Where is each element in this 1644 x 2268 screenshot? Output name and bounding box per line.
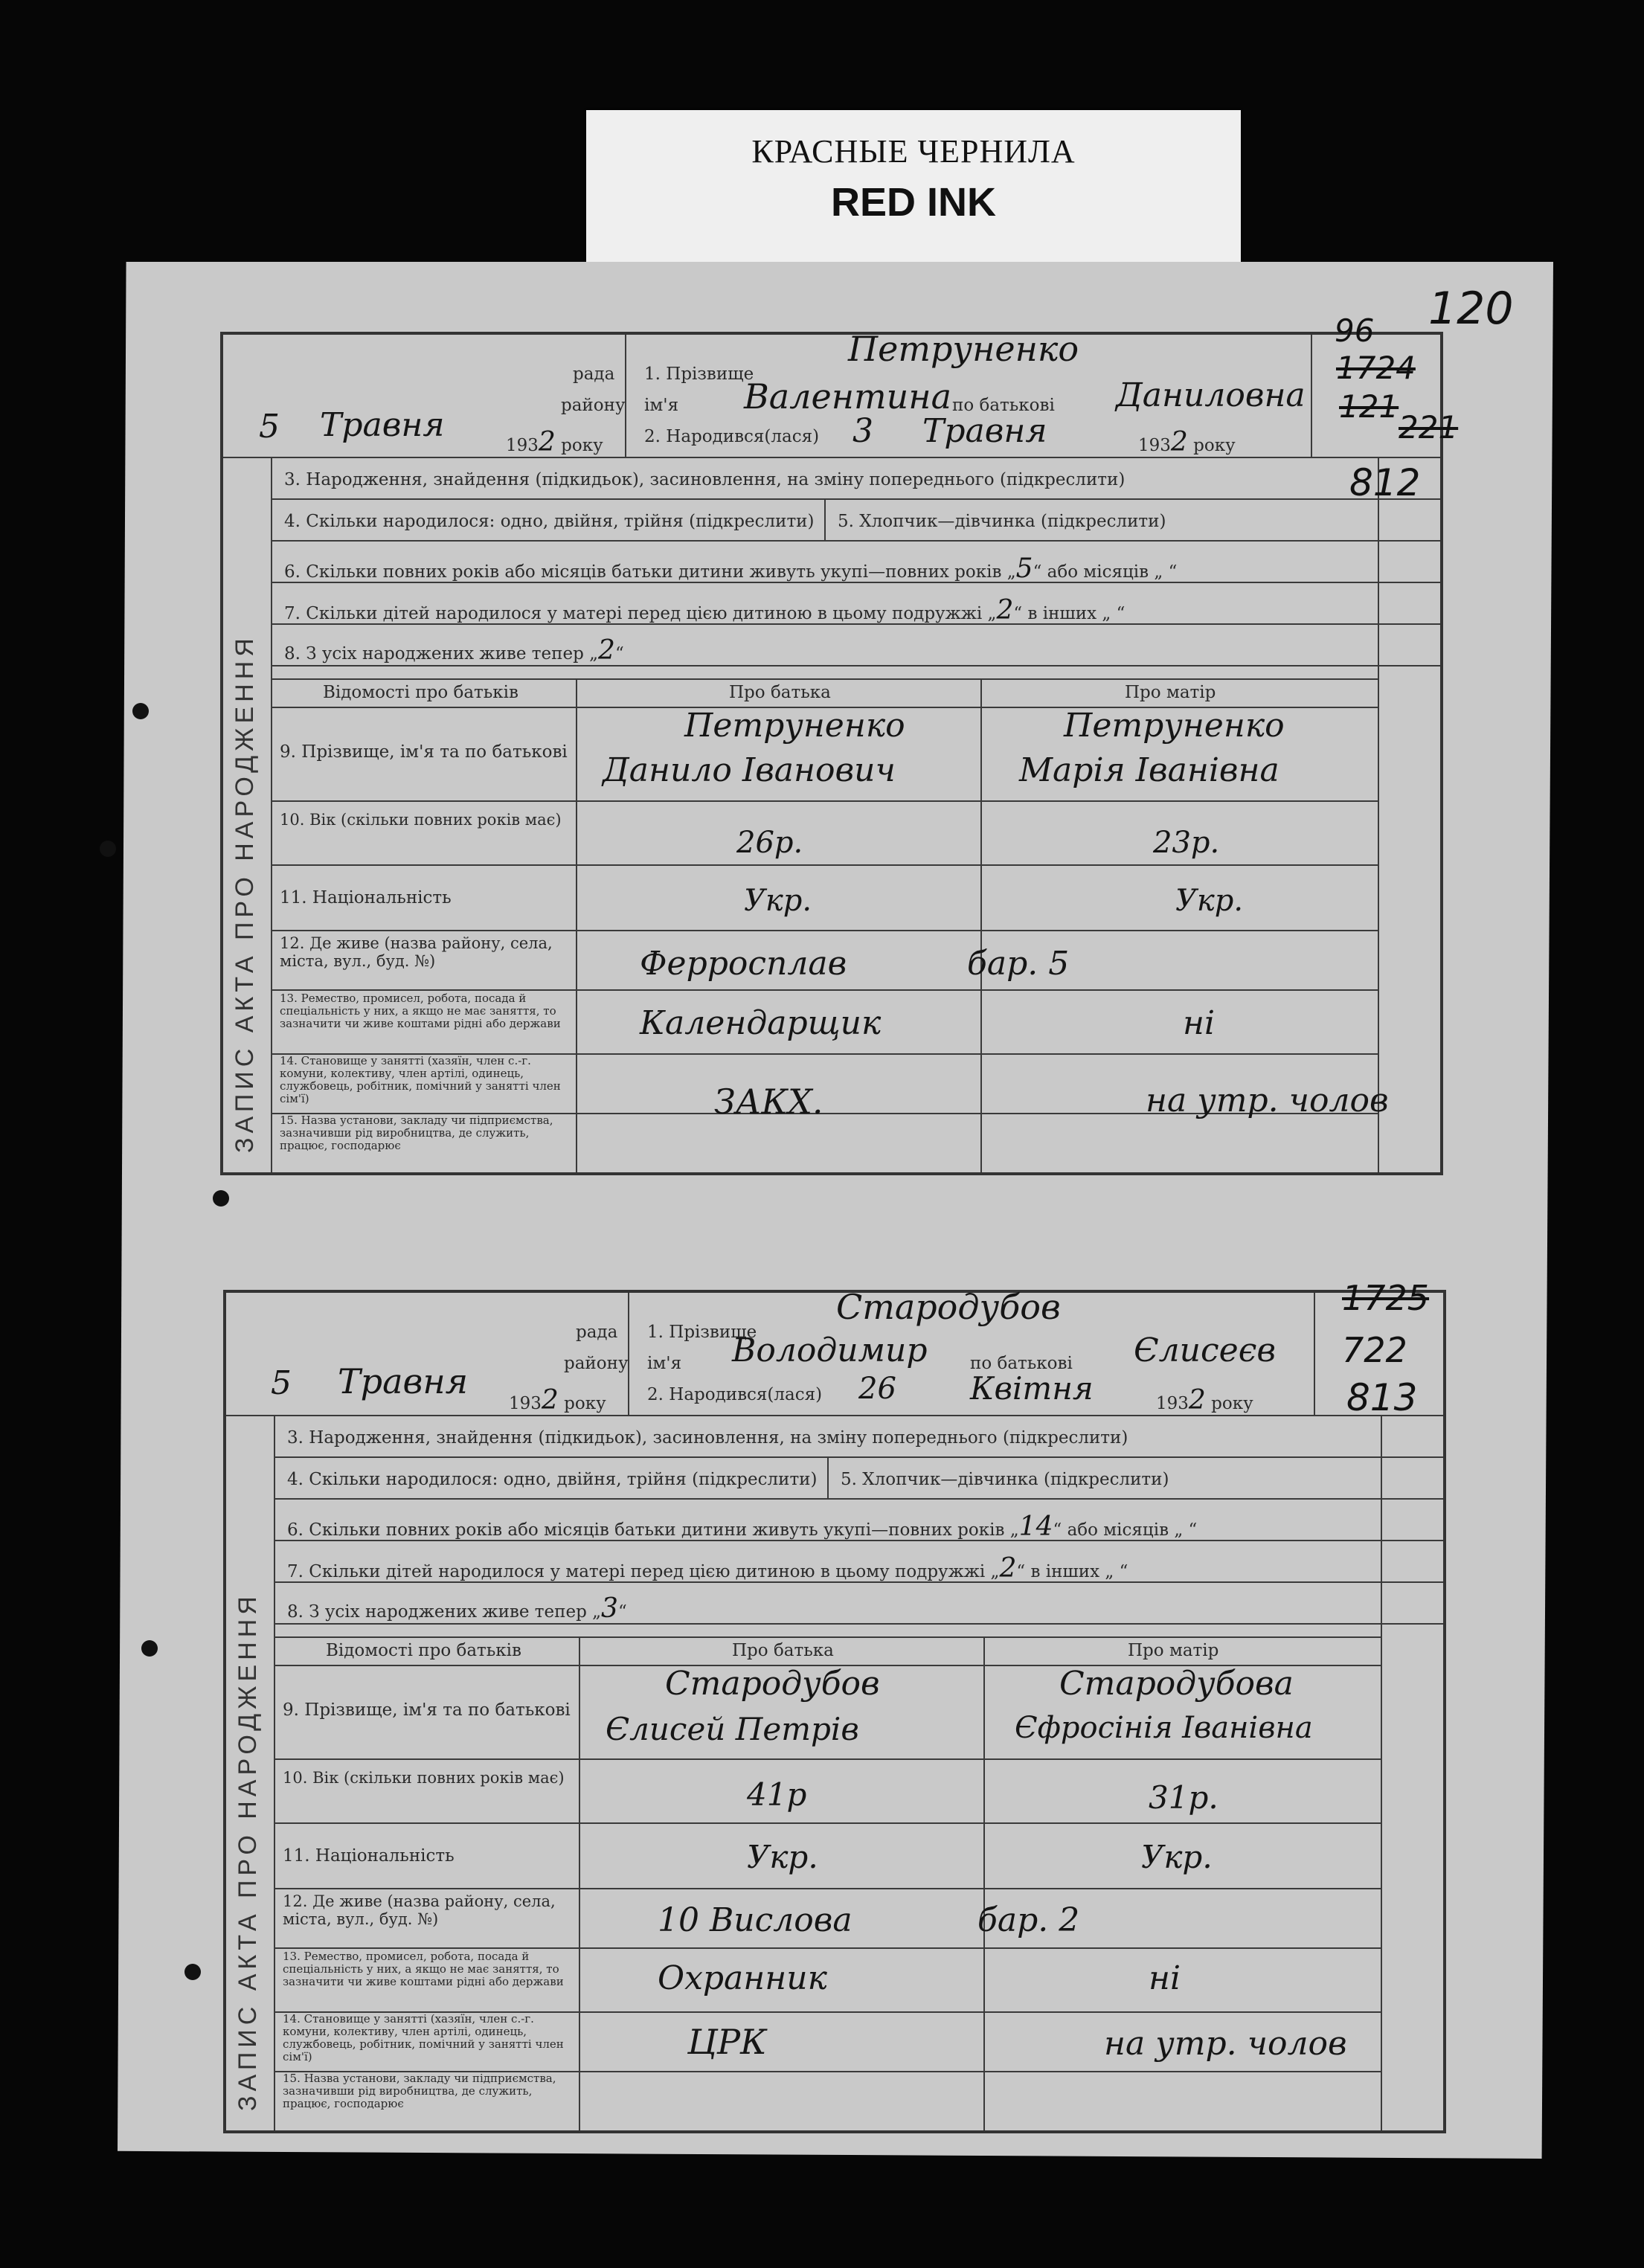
rayonu-label: району <box>564 1354 629 1373</box>
father-name: Єлисей Петрів <box>606 1711 859 1747</box>
imya-label: ім'я <box>647 1354 682 1373</box>
margin-number: 96 <box>1335 312 1375 349</box>
th-mother: Про матір <box>1125 683 1216 702</box>
label-en: RED INK <box>830 180 996 225</box>
margin-number: 120 <box>1428 283 1514 335</box>
row12-label: 12. Де живе (назва району, села, міста, вул., буд. №) <box>280 934 553 970</box>
row12-label: 12. Де живе (назва району, села, міста, вул., буд. №) <box>283 1892 556 1928</box>
reg-month: Травня <box>320 406 445 444</box>
q6-label: 6. Скільки повних років або місяців батьки дитини живуть укупі—повних років „14“ або місяців „ “ <box>287 1512 1198 1542</box>
born-day: 26 <box>858 1372 896 1406</box>
birth-record-1 <box>220 283 1514 1175</box>
q3-label: 3. Народження, знайдення (підкидьок), засиновлення, на зміну попереднього (підкреслити) <box>284 470 1126 489</box>
reg-day: 5 <box>271 1364 292 1402</box>
roku-label: 1932 року <box>509 1385 606 1416</box>
row9-label: 9. Прізвище, ім'я та по батькові <box>283 1700 571 1720</box>
mother-nationality: Укр. <box>1175 884 1244 918</box>
given-name: Валентина <box>744 376 952 417</box>
q5-label: 5. Хлопчик—дівчинка (підкреслити) <box>838 512 1166 531</box>
q2-label: 2. Народився(лася) <box>647 1385 823 1404</box>
th-info: Відомості про батьків <box>326 1641 521 1660</box>
binding-hole <box>184 1964 201 1980</box>
row13-label: 13. Ремество, промисел, робота, посада й спеціальність у них, а якщо не має заняття, то зазначити чи живе коштами рідні або держави <box>280 992 561 1030</box>
father-occupation: Календарщик <box>640 1004 882 1042</box>
patronymic: Даниловна <box>1116 376 1306 414</box>
margin-number: 812 <box>1349 461 1421 504</box>
margin-number: 121 <box>1339 388 1399 425</box>
row15-label: 15. Назва установи, закладу чи підприємства, зазначивши рід виробництва, де служить, працює, господарює <box>283 2072 556 2110</box>
q8-label: 8. З усіх народжених живе тепер „2“ <box>284 635 624 666</box>
label-ru: КРАСНЫЕ ЧЕРНИЛА <box>751 133 1076 170</box>
th-father: Про батька <box>732 1641 834 1660</box>
mother-age: 31р. <box>1149 1779 1218 1816</box>
born-year: 1932 року <box>1138 427 1236 457</box>
row11-label: 11. Національність <box>280 888 452 907</box>
row14-label: 14. Становище у занятті (хазяїн, член с.-г. комуни, колективу, член артілі, одинець, службовець, робітник, помічний у занятті член сім'ї) <box>280 1054 561 1105</box>
mother-age: 23р. <box>1153 826 1220 860</box>
binding-hole <box>213 1190 229 1207</box>
mother-occupation: ні <box>1149 1959 1181 1997</box>
q6-label: 6. Скільки повних років або місяців батьки дитини живуть укупі—повних років „5“ або місяців „ “ <box>284 553 1178 584</box>
given-name: Володимир <box>732 1331 928 1369</box>
reg-day: 5 <box>259 408 280 446</box>
red-ink-label <box>586 110 1241 263</box>
q1-label: 1. Прізвище <box>647 1323 757 1342</box>
birth-record-2 <box>223 1278 1446 2133</box>
margin-number: 221 <box>1399 409 1459 446</box>
margin-number: 1724 <box>1336 350 1416 386</box>
rada-label: рада <box>573 364 615 384</box>
father-occupation: Охранник <box>658 1959 827 1997</box>
patronymic: Єлисеєв <box>1134 1331 1276 1369</box>
po-batkovi-label: по батькові <box>952 396 1055 415</box>
born-day: 3 <box>852 412 873 450</box>
reg-month: Травня <box>338 1361 469 1401</box>
address-barrack: бар. 5 <box>967 945 1070 983</box>
rada-label: рада <box>576 1323 618 1342</box>
q2-label: 2. Народився(лася) <box>644 427 820 446</box>
born-month: Квітня <box>970 1370 1094 1407</box>
father-name: Данило Іванович <box>603 751 896 789</box>
born-year: 1932 року <box>1156 1385 1253 1416</box>
q7-label: 7. Скільки дітей народилося у матері перед цією дитиною в цьому подружжі „2“ в інших „ “ <box>284 595 1126 626</box>
q7-label: 7. Скільки дітей народилося у матері перед цією дитиною в цьому подружжі „2“ в інших „ “ <box>287 1553 1128 1584</box>
q5-label: 5. Хлопчик—дівчинка (підкреслити) <box>841 1470 1169 1489</box>
father-surname: Петруненко <box>684 707 905 745</box>
born-month: Травня <box>922 412 1047 450</box>
binding-hole <box>100 841 116 857</box>
th-info: Відомості про батьків <box>323 683 518 702</box>
q4-label: 4. Скільки народилося: одно, двійня, трійня (підкреслити) <box>284 512 815 531</box>
row15-label: 15. Назва установи, закладу чи підприємства, зазначивши рід виробництва, де служить, працює, господарює <box>280 1114 553 1152</box>
surname: Стародубов <box>836 1287 1061 1327</box>
address: Ферросплав <box>640 945 847 983</box>
address: 10 Вислова <box>658 1901 852 1939</box>
margin-number: 722 <box>1342 1330 1407 1370</box>
father-workplace: ЗАКХ. <box>714 1082 823 1122</box>
vertical-title: ЗАПИС АКТА ПРО НАРОДЖЕННЯ <box>234 1592 262 2111</box>
roku-label: 1932 року <box>506 427 603 457</box>
binding-hole <box>132 703 149 719</box>
father-nationality: Укр. <box>744 884 812 918</box>
mother-surname: Петруненко <box>1064 707 1285 745</box>
q8-label: 8. З усіх народжених живе тепер „3“ <box>287 1593 627 1624</box>
mother-surname: Стародубова <box>1059 1665 1294 1703</box>
mother-workplace: на утр. чолов <box>1104 2025 1347 2063</box>
row13-label: 13. Ремество, промисел, робота, посада й спеціальність у них, а якщо не має заняття, то зазначити чи живе коштами рідні або держави <box>283 1950 564 1988</box>
binding-hole <box>141 1640 158 1657</box>
father-nationality: Укр. <box>747 1839 818 1875</box>
imya-label: ім'я <box>644 396 679 415</box>
q3-label: 3. Народження, знайдення (підкидьок), засиновлення, на зміну попереднього (підкреслити) <box>287 1428 1128 1448</box>
po-batkovi-label: по батькові <box>970 1354 1073 1373</box>
father-surname: Стародубов <box>665 1665 880 1703</box>
margin-number: 1725 <box>1342 1278 1430 1318</box>
row10-label: 10. Вік (скільки повних років має) <box>283 1769 565 1787</box>
q4-label: 4. Скільки народилося: одно, двійня, трійня (підкреслити) <box>287 1470 818 1489</box>
father-age: 41р <box>747 1776 807 1813</box>
th-mother: Про матір <box>1128 1641 1219 1660</box>
mother-nationality: Укр. <box>1141 1839 1213 1875</box>
margin-number: 813 <box>1346 1376 1418 1419</box>
row14-label: 14. Становище у занятті (хазяїн, член с.-г. комуни, колективу, член артілі, одинець, службовець, робітник, помічний у занятті член сім'ї) <box>283 2012 564 2063</box>
father-workplace: ЦРК <box>687 2022 767 2062</box>
row11-label: 11. Національність <box>283 1846 455 1866</box>
mother-name: Єфросінія Іванівна <box>1015 1711 1313 1745</box>
row10-label: 10. Вік (скільки повних років має) <box>280 811 562 829</box>
mother-name: Марія Іванівна <box>1019 751 1279 789</box>
address-barrack: бар. 2 <box>977 1901 1080 1939</box>
th-father: Про батька <box>729 683 831 702</box>
rayonu-label: району <box>561 396 626 415</box>
mother-workplace: на утр. чолов <box>1146 1082 1389 1119</box>
q1-label: 1. Прізвище <box>644 364 754 384</box>
surname: Петруненко <box>848 329 1079 369</box>
row9-label: 9. Прізвище, ім'я та по батькові <box>280 742 568 762</box>
father-age: 26р. <box>736 826 803 860</box>
vertical-title: ЗАПИС АКТА ПРО НАРОДЖЕННЯ <box>231 634 259 1153</box>
mother-occupation: ні <box>1183 1004 1216 1042</box>
